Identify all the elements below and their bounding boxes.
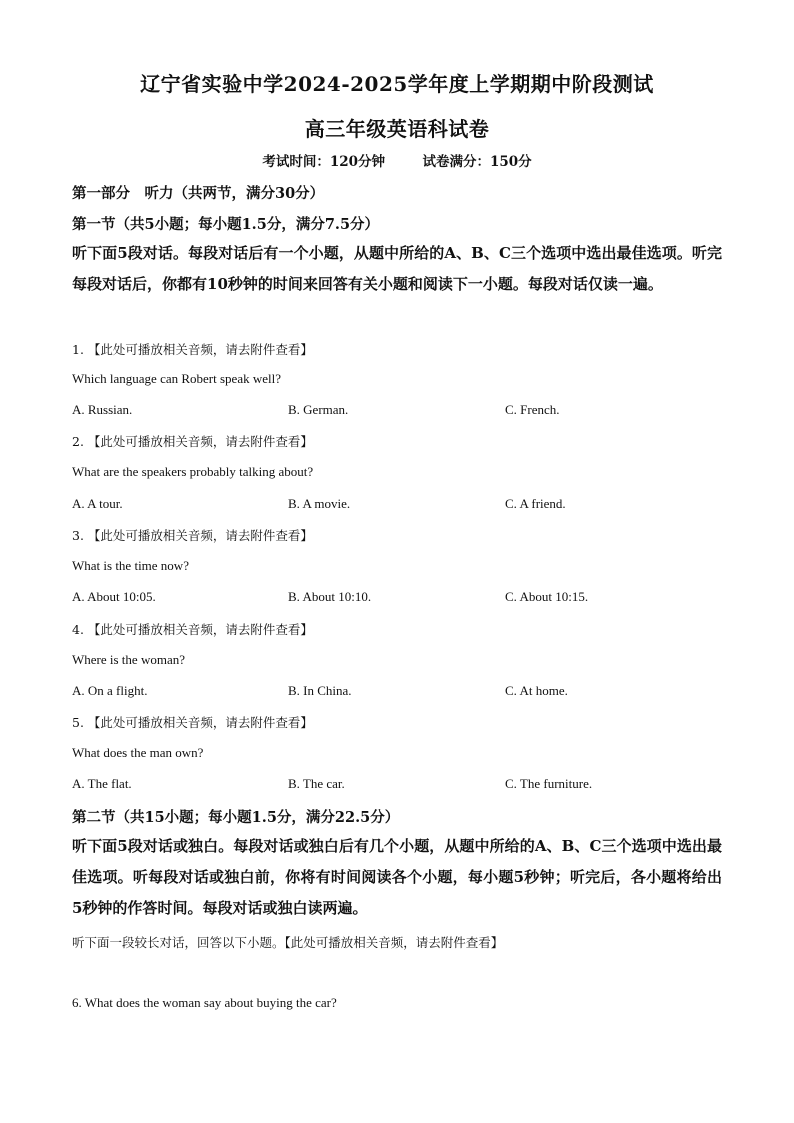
exam-title: 辽宁省实验中学2024-2025学年度上学期期中阶段测试: [140, 72, 654, 96]
q2-option-a: A. A tour.: [72, 496, 123, 511]
section2-instructions: 听下面5段对话或独白。每段对话或独白后有几个小题，从题中所给的A、B、C三个选项中选出最佳选项。听每段对话或独白前，你将有时间阅读各个小题，每小题5秒钟；听完后，各小题将给出5秒钟的作答时间。每段对话或独白读两遍。: [72, 837, 722, 917]
q2-option-b: B. A movie.: [288, 496, 351, 511]
audio-note-2[interactable]: 2. 【此处可播放相关音频，请去附件查看】: [72, 434, 313, 449]
exam-subtitle: 高三年级英语科试卷: [304, 117, 490, 141]
section1-heading: 第一节（共5小题；每小题1.5分，满分7.5分）: [72, 216, 380, 233]
q1-option-c: C. French.: [505, 402, 560, 417]
audio-note-3[interactable]: 3. 【此处可播放相关音频，请去附件查看】: [72, 528, 313, 543]
q4-option-b: B. In China.: [288, 683, 352, 698]
q3-option-c: C. About 10:15.: [505, 589, 589, 604]
part1-heading: 第一部分 听力（共两节，满分30分）: [72, 185, 325, 202]
full-score: 试卷满分：150分: [422, 154, 532, 170]
question-5: What does the man own?: [72, 745, 204, 760]
q3-option-a: A. About 10:05.: [72, 589, 156, 604]
exam-time: 考试时间：120分钟: [262, 154, 386, 170]
q5-option-c: C. The furniture.: [505, 776, 593, 791]
question-4: Where is the woman?: [72, 652, 185, 667]
question-3: What is the time now?: [72, 558, 189, 573]
q5-option-b: B. The car.: [288, 776, 345, 791]
question-6: 6. What does the woman say about buying the car?: [72, 995, 337, 1010]
audio-note-4[interactable]: 4. 【此处可播放相关音频，请去附件查看】: [72, 622, 313, 637]
audio-note-5[interactable]: 5. 【此处可播放相关音频，请去附件查看】: [72, 715, 313, 730]
audio-note-1[interactable]: 1. 【此处可播放相关音频，请去附件查看】: [72, 342, 313, 357]
q1-option-b: B. German.: [288, 402, 349, 417]
section2-heading: 第二节（共15小题；每小题1.5分，满分22.5分）: [72, 809, 400, 826]
exam-info: [0, 150, 794, 170]
q4-option-c: C. At home.: [505, 683, 568, 698]
section2-audio-note[interactable]: 听下面一段较长对话，回答以下小题。【此处可播放相关音频，请去附件查看】: [72, 935, 504, 950]
q4-option-a: A. On a flight.: [72, 683, 148, 698]
question-2: What are the speakers probably talking about?: [72, 464, 314, 479]
question-1: Which language can Robert speak well?: [72, 371, 281, 386]
q5-option-a: A. The flat.: [72, 776, 132, 791]
section1-instructions: 听下面5段对话。每段对话后有一个小题，从题中所给的A、B、C三个选项中选出最佳选项。听完每段对话后，你都有10秒钟的时间来回答有关小题和阅读下一小题。每段对话仅读一遍。: [72, 244, 722, 293]
q3-option-b: B. About 10:10.: [288, 589, 372, 604]
q1-option-a: A. Russian.: [72, 402, 133, 417]
q2-option-c: C. A friend.: [505, 496, 566, 511]
